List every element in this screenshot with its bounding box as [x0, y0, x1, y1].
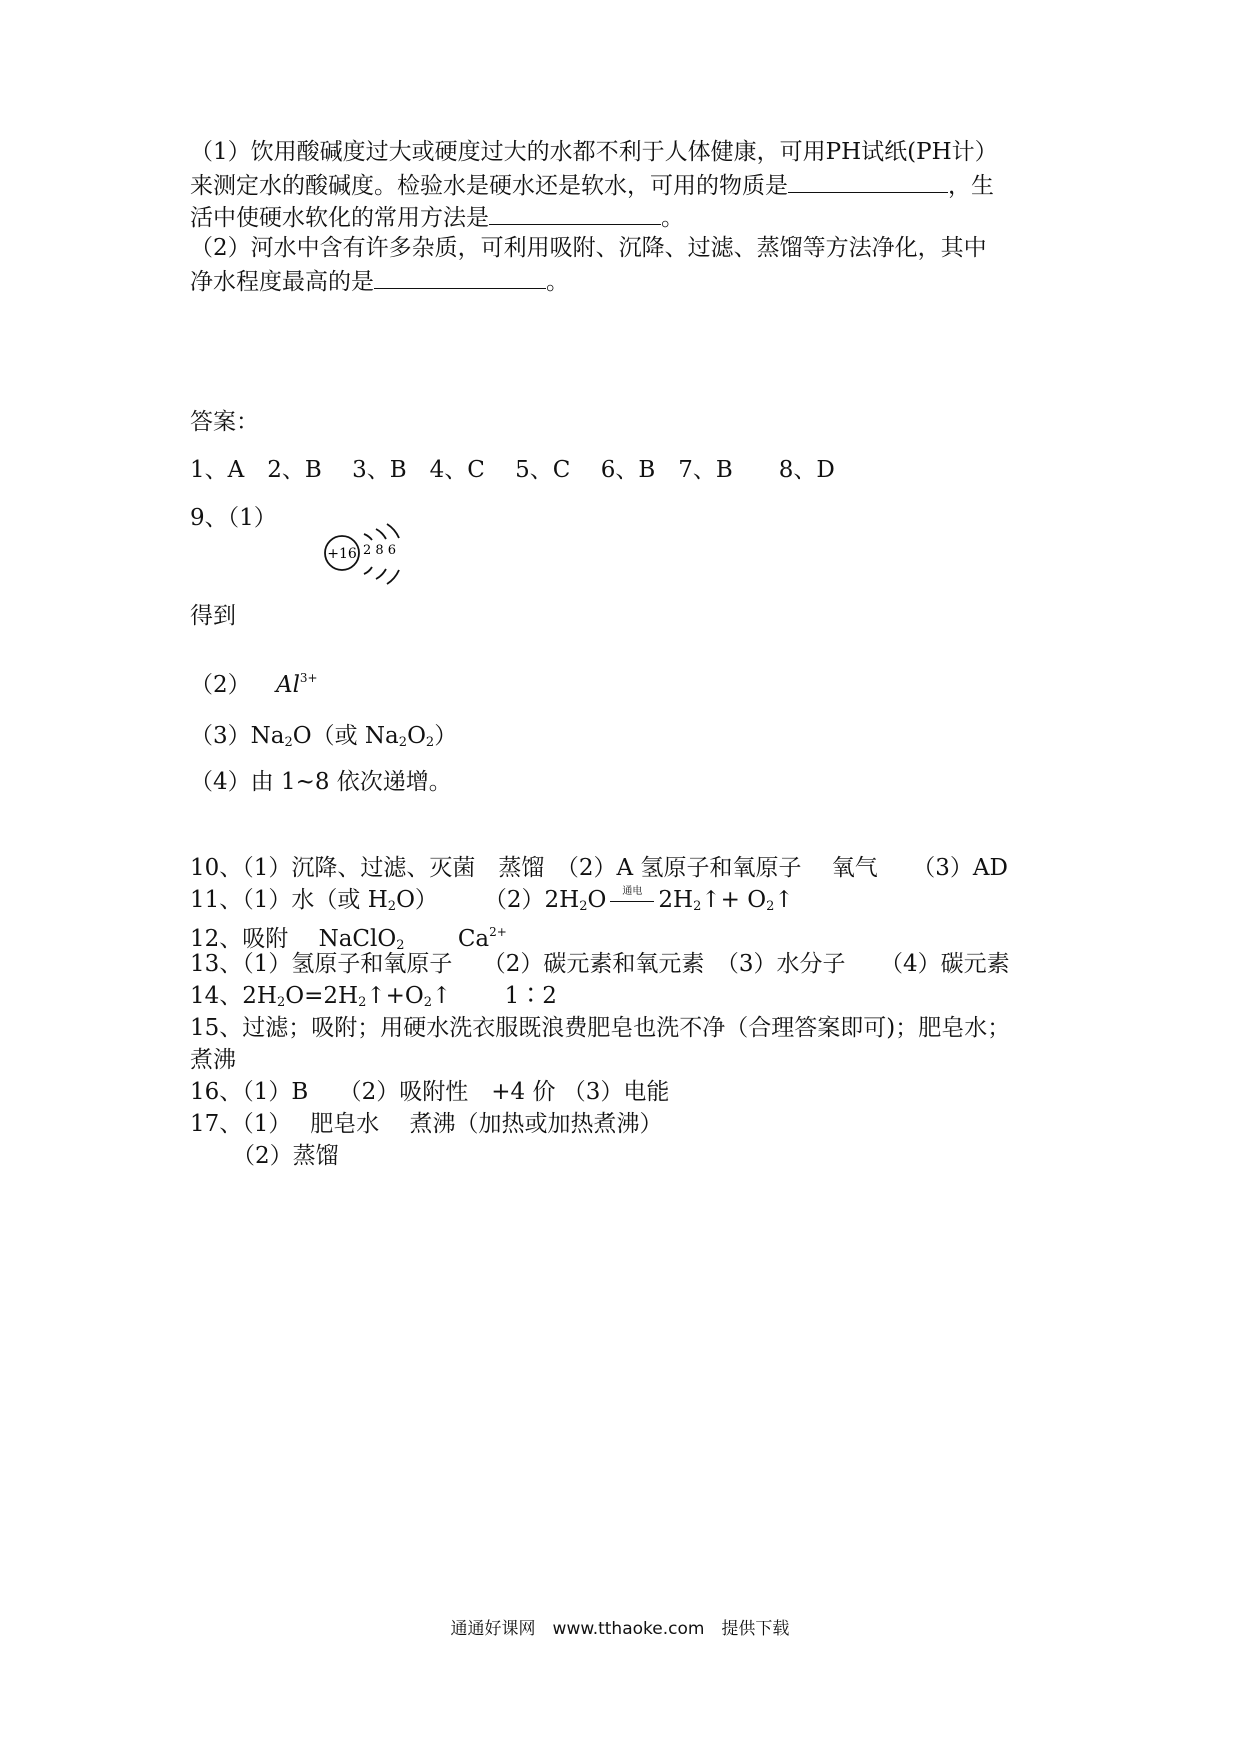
q17-part1-line3 — [190, 200, 684, 234]
t: O=2H — [285, 983, 359, 1009]
t: ↑+O — [366, 983, 424, 1009]
shell-arc — [387, 570, 399, 584]
shell-arc — [364, 534, 372, 540]
t: 12、吸附 NaClO — [190, 926, 397, 952]
answer-17-line2: （2）蒸馏 — [232, 1143, 339, 1169]
answer-13: 13、（1）氢原子和氧原子 （2）碳元素和氧元素 （3）水分子 （4）碳元素 — [190, 951, 1010, 977]
t: O） （2）2H — [396, 887, 580, 913]
t: 11、（1）水（或 H — [190, 887, 388, 913]
answer-15-line2: 煮沸 — [190, 1047, 236, 1073]
q17-part2-line1: （2）河水中含有许多杂质，可利用吸附、沉降、过滤、蒸馏等方法净化，其中 — [190, 235, 987, 261]
answers-heading: 答案： — [190, 409, 259, 435]
shell-arc — [376, 529, 386, 539]
t: O — [407, 723, 426, 749]
answer-17-line1: 17、（1） 肥皂水 煮沸（加热或加热煮沸） — [190, 1111, 663, 1137]
s: 2 — [766, 899, 775, 914]
ion-charge: 2+ — [489, 925, 507, 939]
text: 净水程度最高的是 — [190, 269, 374, 295]
answer-10: 10、（1）沉降、过滤、灭菌 蒸馏 （2）A 氢原子和氧原子 氧气 （3）AD — [190, 855, 1008, 881]
atomic-structure-diagram — [320, 520, 420, 595]
s: 2 — [387, 899, 397, 914]
s: 2 — [398, 735, 408, 750]
answer-9-3 — [190, 720, 457, 759]
t: ↑+ O — [701, 887, 767, 913]
shell-arc — [387, 524, 399, 538]
q17-part1-line2 — [190, 168, 994, 202]
t: （3）Na — [190, 723, 285, 749]
s: 2 — [579, 899, 588, 914]
reaction-arrow — [610, 886, 654, 910]
q17-part1-line1: （1）饮用酸碱度过大或硬度过大的水都不利于人体健康，可用PH试纸(PH计） — [190, 139, 998, 165]
t: O（或 Na — [292, 723, 399, 749]
q17-part2-line2 — [190, 264, 569, 298]
answer-9-4: （4）由 1~8 依次递增。 — [190, 769, 452, 795]
shell-electrons: 2 8 6 — [363, 543, 397, 558]
label: （2） — [190, 672, 251, 698]
s: 2 — [284, 735, 293, 750]
s: 2 — [423, 995, 433, 1010]
s: 2 — [425, 735, 435, 750]
answer-blank — [788, 168, 948, 193]
answer-blank — [374, 264, 546, 289]
t: 14、2H — [190, 983, 277, 1009]
answer-9-label: 9、（1） — [190, 505, 277, 531]
reaction-condition: 通电 — [622, 886, 643, 897]
answer-15-line1: 15、过滤；吸附；用硬水洗衣服既浪费肥皂也洗不净（合理答案即可)；肥皂水； — [190, 1015, 1011, 1041]
s: 2 — [396, 938, 405, 953]
ion-symbol: Al — [275, 672, 300, 698]
answer-9-1-result: 得到 — [190, 603, 236, 629]
ion-charge: 3+ — [299, 671, 318, 685]
footer-source: 通通好课网 www.tthaoke.com 提供下载 — [450, 1619, 790, 1639]
answer-16: 16、（1）B （2）吸附性 +4 价 （3）电能 — [190, 1079, 670, 1105]
arrow-bar — [610, 901, 654, 902]
text: 。 — [661, 205, 684, 231]
text: 来测定水的酸碱度。检验水是硬水还是软水，可用的物质是 — [190, 173, 788, 199]
t: O — [587, 887, 607, 913]
t: ） — [434, 723, 458, 749]
t: ↑ 1∶2 — [432, 983, 557, 1009]
nucleus-charge: +16 — [327, 546, 357, 562]
text: 活中使硬水软化的常用方法是 — [190, 205, 489, 231]
s: 2 — [358, 995, 367, 1010]
s: 2 — [276, 995, 286, 1010]
t: ↑ — [774, 887, 794, 913]
t: Ca — [404, 926, 490, 952]
s: 2 — [693, 899, 702, 914]
text: 。 — [546, 269, 569, 295]
t: 2H — [658, 887, 694, 913]
shell-arc — [376, 569, 386, 579]
answer-multiple-choice: 1、A 2、B 3、B 4、C 5、C 6、B 7、B 8、D — [190, 457, 835, 483]
answer-9-2 — [190, 662, 318, 701]
text: ，生 — [948, 173, 994, 199]
shell-arc — [364, 567, 372, 574]
answer-blank — [489, 200, 661, 225]
